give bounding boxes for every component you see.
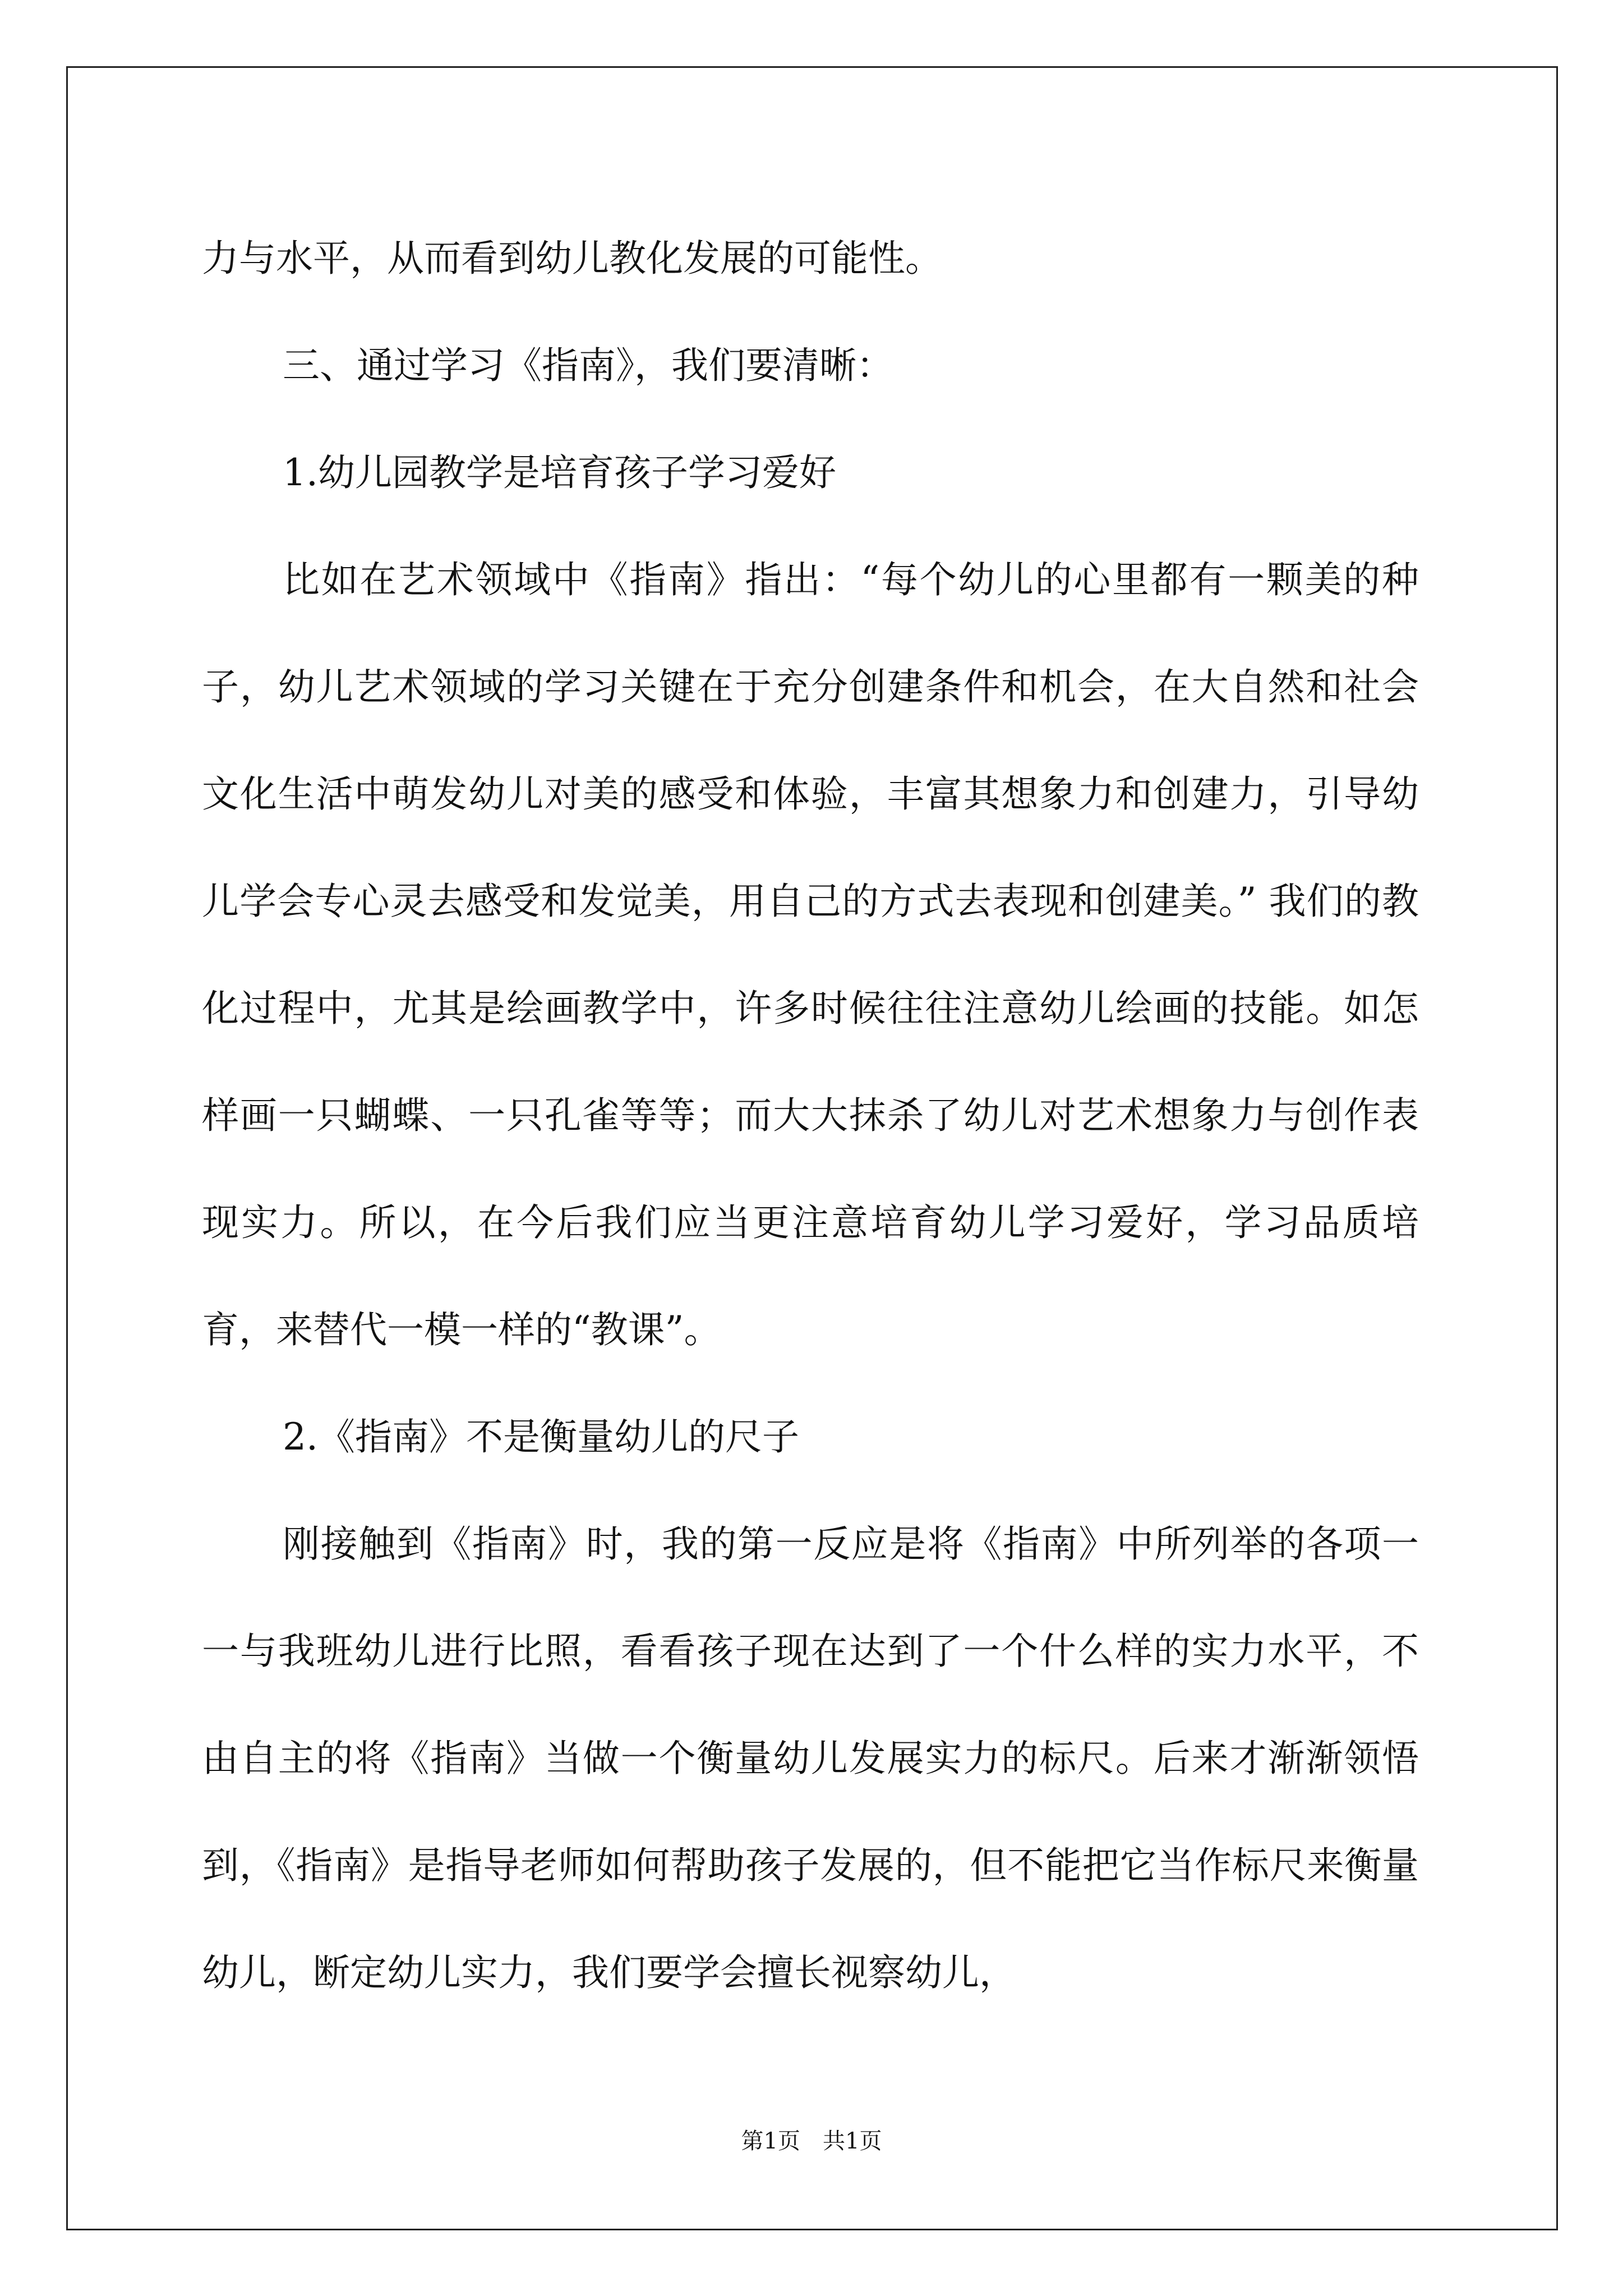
subheading-two: 2.《指南》不是衡量幼儿的尺子: [283, 1415, 799, 1458]
paragraph-guide-not-ruler: 刚接触到《指南》时，我的第一反应是将《指南》中所列举的各项一一与我班幼儿进行比照，看看孩子现在达到了一个什么样的实力水平，不由自主的将《指南》当做一个衡量幼儿发展实力的标尺。后来才渐渐领悟到，《指南》是指导老师如何帮助孩子发展的，但不能把它当作标尺来衡量幼儿，断定幼儿实力，我们要学会擅长视察幼儿，: [202, 1522, 1419, 1994]
document-body: [202, 205, 1419, 2026]
subheading-one: 1.幼儿园教学是培育孩子学习爱好: [283, 451, 836, 494]
paragraph-continuation: 力与水平，从而看到幼儿教化发展的可能性。: [202, 237, 942, 280]
page-number-total: 共1页: [823, 2128, 882, 2154]
paragraph-art-domain: 比如在艺术领域中《指南》指出：“每个幼儿的心里都有一颗美的种子，幼儿艺术领域的学习关键在于充分创建条件和机会，在大自然和社会文化生活中萌发幼儿对美的感受和体验，丰富其想象力和创建力，引导幼儿学会专心灵去感受和发觉美，用自己的方式去表现和创建美。” 我们的教化过程中，尤其是绘画教学中，许多时候往往注意幼儿绘画的技能。如怎样画一只蝴蝶、一只孔雀等等；而大大抹杀了幼儿对艺术想象力与创作表现实力。所以，在今后我们应当更注意培育幼儿学习爱好，学习品质培育，来替代一模一样的“教课”。: [202, 558, 1419, 1351]
page-footer: [0, 2127, 1623, 2155]
page-number-current: 第1页: [741, 2128, 800, 2154]
section-heading-three: 三、通过学习《指南》，我们要清晰：: [283, 344, 893, 387]
